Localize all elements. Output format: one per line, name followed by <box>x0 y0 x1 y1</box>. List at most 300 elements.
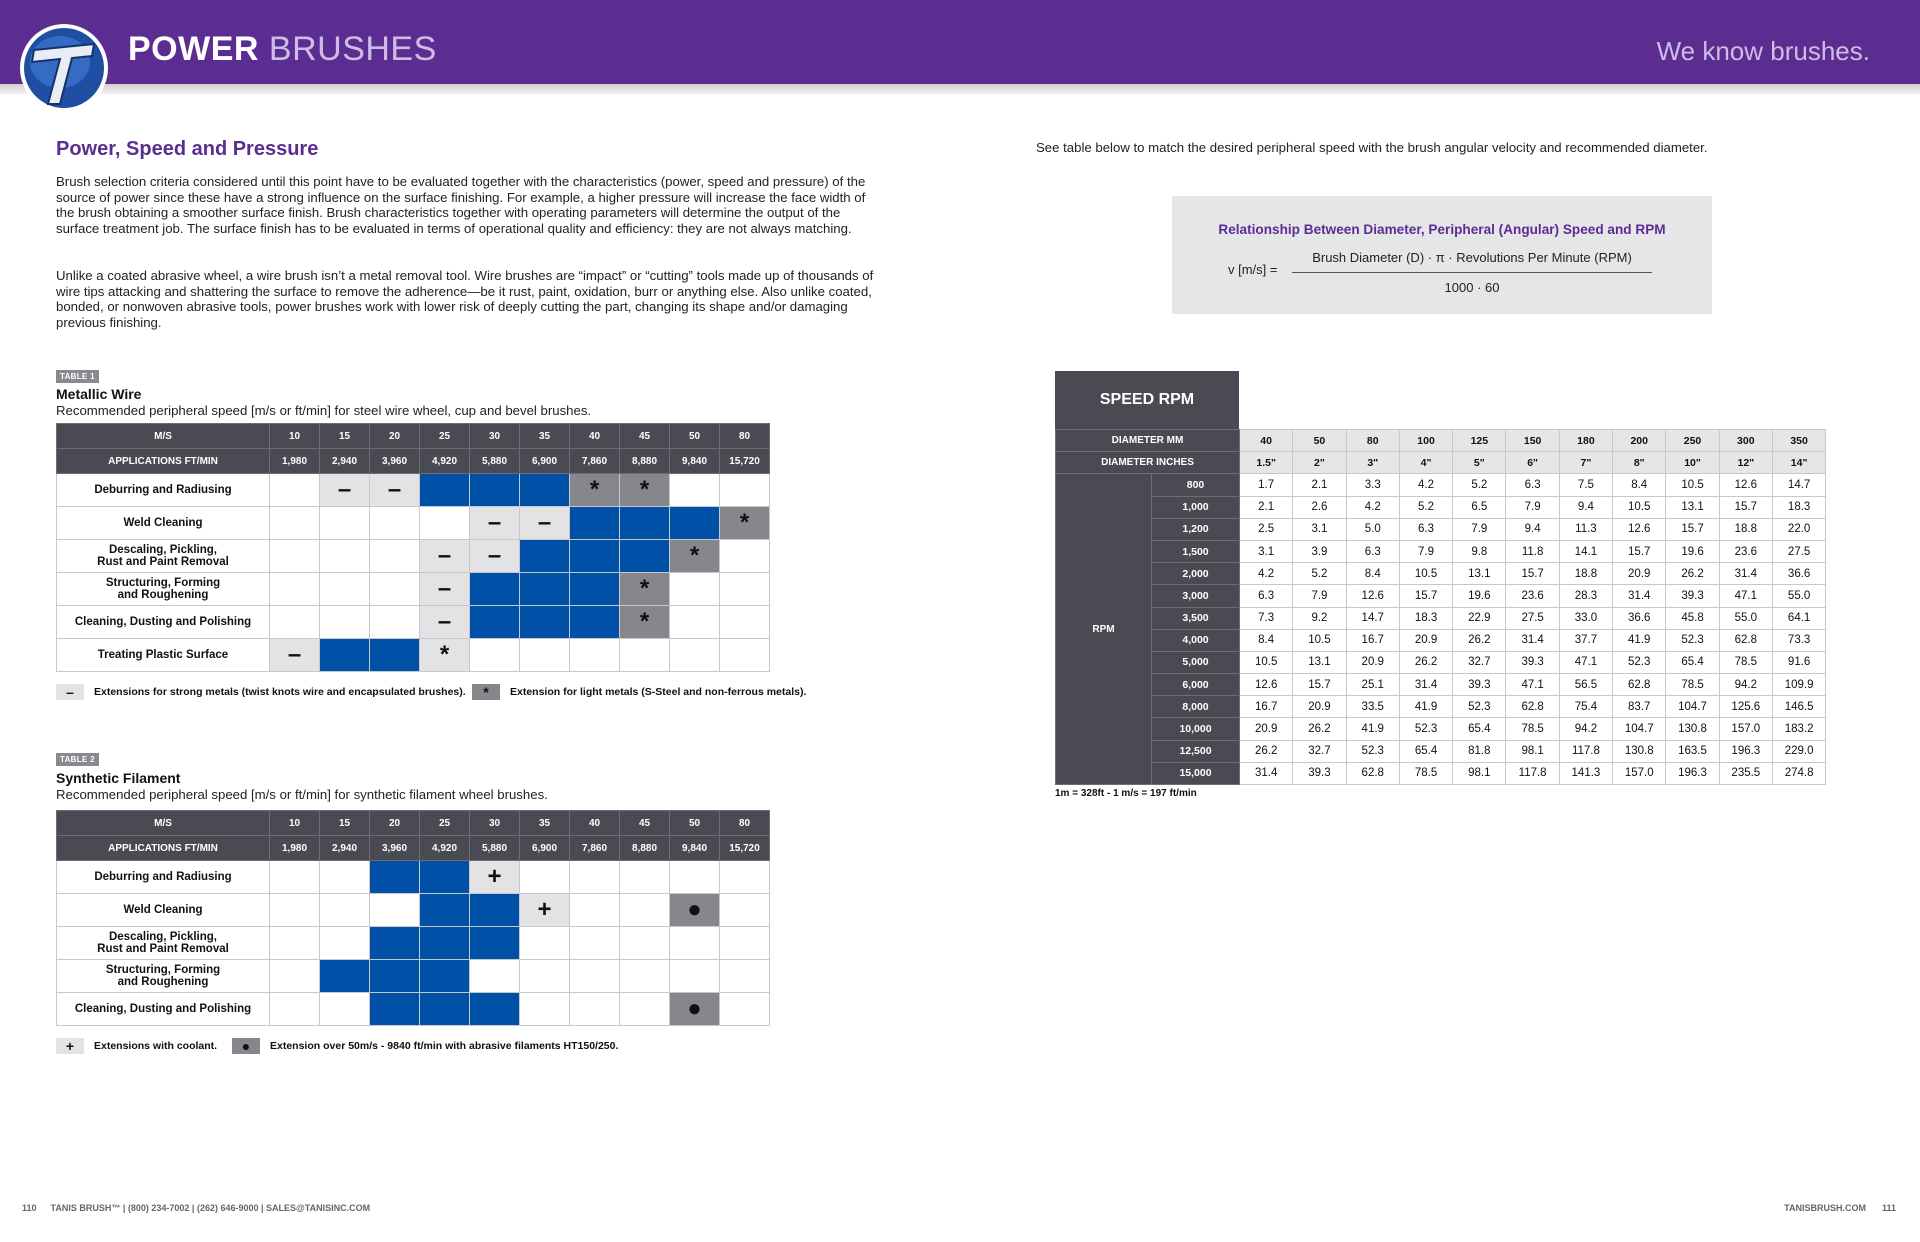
cell-symbol: – <box>487 542 502 569</box>
speed-value: 2.5 <box>1240 518 1293 540</box>
speed-value: 10.5 <box>1666 474 1719 496</box>
diameter-mm-value: 200 <box>1613 430 1666 452</box>
empty-cell <box>270 993 320 1026</box>
table2-name: Synthetic Filament <box>56 770 181 786</box>
footer-left <box>22 1203 370 1213</box>
recommended-cell <box>670 507 720 540</box>
empty-cell <box>520 927 570 960</box>
speed-value: 14.7 <box>1772 474 1825 496</box>
speed-value: 9.4 <box>1506 518 1559 540</box>
speed-value: 6.3 <box>1240 585 1293 607</box>
speed-value: 26.2 <box>1399 651 1452 673</box>
header-row-ftmin <box>57 449 770 474</box>
rpm-row <box>1056 651 1826 673</box>
speed-value: 62.8 <box>1613 674 1666 696</box>
recommended-cell <box>520 540 570 573</box>
speed-value: 65.4 <box>1666 651 1719 673</box>
ftmin-value: 5,880 <box>470 836 520 861</box>
speed-value: 98.1 <box>1453 762 1506 784</box>
ftmin-value: 8,880 <box>620 449 670 474</box>
ftmin-value: 8,880 <box>620 836 670 861</box>
speed-value: 19.6 <box>1666 540 1719 562</box>
ms-value: 50 <box>670 811 720 836</box>
speed-value: 4.2 <box>1399 474 1452 496</box>
empty-cell <box>320 993 370 1026</box>
empty-cell <box>520 861 570 894</box>
extension-cell <box>470 861 520 894</box>
empty-cell <box>320 894 370 927</box>
empty-cell <box>470 960 520 993</box>
ms-label: M/S <box>57 811 270 836</box>
recommended-cell <box>420 960 470 993</box>
speed-value: 18.3 <box>1772 496 1825 518</box>
speed-value: 4.2 <box>1346 496 1399 518</box>
empty-cell <box>370 894 420 927</box>
recommended-cell <box>620 507 670 540</box>
recommended-cell <box>320 960 370 993</box>
application-label: Structuring, Forming and Roughening <box>57 573 270 606</box>
speed-value: 274.8 <box>1772 762 1825 784</box>
speed-value: 3.1 <box>1293 518 1346 540</box>
extension-cell <box>470 507 520 540</box>
rpm-value: 3,500 <box>1152 607 1240 629</box>
diameter-inches-value: 14" <box>1772 452 1825 474</box>
diameter-mm-value: 150 <box>1506 430 1559 452</box>
speed-value: 196.3 <box>1719 740 1772 762</box>
speed-value: 15.7 <box>1666 518 1719 540</box>
recommended-cell <box>420 894 470 927</box>
ftmin-value: 2,940 <box>320 449 370 474</box>
speed-value: 62.8 <box>1506 696 1559 718</box>
speed-value: 104.7 <box>1613 718 1666 740</box>
table1-name: Metallic Wire <box>56 386 142 402</box>
extension-cell <box>420 540 470 573</box>
diameter-inches-value: 8" <box>1613 452 1666 474</box>
speed-value: 183.2 <box>1772 718 1825 740</box>
speed-value: 15.7 <box>1293 674 1346 696</box>
application-label: Descaling, Pickling, Rust and Paint Removal <box>57 927 270 960</box>
speed-value: 2.1 <box>1293 474 1346 496</box>
speed-value: 5.2 <box>1453 474 1506 496</box>
speed-value: 141.3 <box>1559 762 1612 784</box>
paragraph-1: Brush selection criteria considered until this point have to be evaluated together with the characteristics (power, speed and pressure) of the source of power since these have a strong influence on the surface finishing. For example, a higher pressure will increase the face width of the brush obtaining a smoother surface finish. Brush characteristics together with operating parameters will determine the output of the surface treatment job. The surface finish has to be evaluated in terms of operational quality and efficiency: they are not always matching. <box>56 174 866 236</box>
empty-cell <box>270 894 320 927</box>
recommended-cell <box>570 573 620 606</box>
extension-cell <box>420 573 470 606</box>
empty-cell <box>270 927 320 960</box>
empty-cell <box>720 927 770 960</box>
empty-cell <box>320 606 370 639</box>
formula-title: Relationship Between Diameter, Peripheral (Angular) Speed and RPM <box>1218 222 1666 237</box>
header-row-ms <box>57 424 770 449</box>
speed-value: 14.7 <box>1346 607 1399 629</box>
speed-value: 55.0 <box>1772 585 1825 607</box>
rpm-value: 10,000 <box>1152 718 1240 740</box>
speed-value: 27.5 <box>1772 540 1825 562</box>
ms-value: 35 <box>520 811 570 836</box>
speed-value: 235.5 <box>1719 762 1772 784</box>
speed-value: 9.8 <box>1453 540 1506 562</box>
empty-cell <box>320 861 370 894</box>
speed-value: 7.3 <box>1240 607 1293 629</box>
legend-star-swatch: * <box>472 684 500 700</box>
speed-value: 117.8 <box>1559 740 1612 762</box>
speed-value: 47.1 <box>1559 651 1612 673</box>
speed-value: 20.9 <box>1613 563 1666 585</box>
speed-value: 52.3 <box>1399 718 1452 740</box>
speed-value: 196.3 <box>1666 762 1719 784</box>
table-row <box>57 960 770 993</box>
rpm-row <box>1056 474 1826 496</box>
rpm-row <box>1056 518 1826 540</box>
speed-value: 81.8 <box>1453 740 1506 762</box>
recommended-cell <box>570 540 620 573</box>
ms-value: 10 <box>270 424 320 449</box>
recommended-cell <box>420 474 470 507</box>
metallic-wire-table <box>56 423 770 672</box>
recommended-cell <box>320 639 370 672</box>
cell-symbol: * <box>589 476 600 503</box>
recommended-cell <box>470 474 520 507</box>
rpm-row <box>1056 696 1826 718</box>
table1-description: Recommended peripheral speed [m/s or ft/min] for steel wire wheel, cup and bevel brushes. <box>56 403 592 418</box>
speed-value: 6.3 <box>1346 540 1399 562</box>
ms-value: 40 <box>570 811 620 836</box>
diameter-inches-value: 5" <box>1453 452 1506 474</box>
cell-symbol: * <box>439 641 450 668</box>
speed-value: 31.4 <box>1506 629 1559 651</box>
speed-value: 5.0 <box>1346 518 1399 540</box>
cell-symbol: + <box>487 863 502 890</box>
speed-value: 163.5 <box>1666 740 1719 762</box>
recommended-cell <box>520 606 570 639</box>
rpm-row <box>1056 718 1826 740</box>
speed-value: 16.7 <box>1240 696 1293 718</box>
table-row <box>57 861 770 894</box>
rpm-row <box>1056 629 1826 651</box>
rpm-row <box>1056 496 1826 518</box>
ftmin-value: 15,720 <box>720 836 770 861</box>
empty-cell <box>270 474 320 507</box>
table-row <box>57 927 770 960</box>
empty-cell <box>720 540 770 573</box>
speed-value: 33.5 <box>1346 696 1399 718</box>
table2-tag: TABLE 2 <box>56 753 99 766</box>
speed-value: 22.9 <box>1453 607 1506 629</box>
speed-value: 55.0 <box>1719 607 1772 629</box>
empty-cell <box>570 861 620 894</box>
ms-value: 15 <box>320 811 370 836</box>
speed-value: 11.8 <box>1506 540 1559 562</box>
empty-cell <box>670 861 720 894</box>
title-light: BRUSHES <box>268 30 437 68</box>
rpm-value: 1,000 <box>1152 496 1240 518</box>
speed-value: 12.6 <box>1346 585 1399 607</box>
speed-value: 2.1 <box>1240 496 1293 518</box>
speed-value: 23.6 <box>1506 585 1559 607</box>
cell-symbol: – <box>487 509 502 536</box>
speed-value: 98.1 <box>1506 740 1559 762</box>
speed-value: 27.5 <box>1506 607 1559 629</box>
extension-cell <box>620 573 670 606</box>
speed-value: 130.8 <box>1613 740 1666 762</box>
cell-symbol: ● <box>687 896 702 923</box>
recommended-cell <box>420 861 470 894</box>
diameter-mm-value: 100 <box>1399 430 1452 452</box>
empty-cell <box>720 861 770 894</box>
empty-cell <box>670 474 720 507</box>
page-number-left: 110 <box>22 1203 37 1213</box>
page-number-right: 111 <box>1881 1203 1896 1213</box>
rpm-value: 15,000 <box>1152 762 1240 784</box>
empty-cell <box>720 474 770 507</box>
speed-value: 12.6 <box>1719 474 1772 496</box>
speed-value: 41.9 <box>1399 696 1452 718</box>
formula-denominator: 1000 · 60 <box>1444 280 1500 295</box>
speed-value: 18.8 <box>1559 563 1612 585</box>
speed-value: 20.9 <box>1293 696 1346 718</box>
speed-value: 10.5 <box>1240 651 1293 673</box>
ftmin-value: 6,900 <box>520 836 570 861</box>
speed-value: 65.4 <box>1453 718 1506 740</box>
speed-value: 36.6 <box>1772 563 1825 585</box>
extension-cell <box>470 540 520 573</box>
empty-cell <box>370 606 420 639</box>
empty-cell <box>520 993 570 1026</box>
application-label: Cleaning, Dusting and Polishing <box>57 993 270 1026</box>
speed-value: 14.1 <box>1559 540 1612 562</box>
extension-cell <box>720 507 770 540</box>
speed-value: 13.1 <box>1293 651 1346 673</box>
application-label: Cleaning, Dusting and Polishing <box>57 606 270 639</box>
diameter-mm-value: 80 <box>1346 430 1399 452</box>
table2-legend-coolant <box>56 1038 217 1054</box>
empty-cell <box>620 861 670 894</box>
empty-cell <box>570 960 620 993</box>
recommended-cell <box>520 573 570 606</box>
rpm-row <box>1056 762 1826 784</box>
speed-value: 83.7 <box>1613 696 1666 718</box>
speed-value: 3.1 <box>1240 540 1293 562</box>
recommended-cell <box>420 927 470 960</box>
diameter-mm-value: 50 <box>1293 430 1346 452</box>
speed-value: 20.9 <box>1399 629 1452 651</box>
ftmin-label: APPLICATIONS FT/MIN <box>57 836 270 861</box>
speed-value: 7.9 <box>1506 496 1559 518</box>
speed-value: 62.8 <box>1719 629 1772 651</box>
speed-value: 36.6 <box>1613 607 1666 629</box>
ftmin-value: 7,860 <box>570 836 620 861</box>
empty-cell <box>370 540 420 573</box>
speed-value: 52.3 <box>1346 740 1399 762</box>
empty-cell <box>720 606 770 639</box>
cell-symbol: – <box>437 575 452 602</box>
ftmin-value: 4,920 <box>420 836 470 861</box>
empty-cell <box>570 993 620 1026</box>
empty-cell <box>720 573 770 606</box>
diameter-mm-value: 250 <box>1666 430 1719 452</box>
recommended-cell <box>470 894 520 927</box>
diameter-inches-value: 4" <box>1399 452 1452 474</box>
empty-cell <box>570 639 620 672</box>
speed-value: 1.7 <box>1240 474 1293 496</box>
ms-value: 20 <box>370 424 420 449</box>
speed-value: 52.3 <box>1613 651 1666 673</box>
legend-text: Extension for light metals (S-Steel and non-ferrous metals). <box>510 686 807 698</box>
empty-cell <box>270 960 320 993</box>
header-row-ftmin <box>57 836 770 861</box>
speed-value: 4.2 <box>1240 563 1293 585</box>
table1-legend-light-metals <box>472 684 806 700</box>
speed-value: 47.1 <box>1506 674 1559 696</box>
diameter-mm-value: 300 <box>1719 430 1772 452</box>
ms-value: 10 <box>270 811 320 836</box>
empty-cell <box>320 540 370 573</box>
speed-value: 41.9 <box>1613 629 1666 651</box>
ftmin-value: 3,960 <box>370 836 420 861</box>
speed-value: 64.1 <box>1772 607 1825 629</box>
rpm-value: 12,500 <box>1152 740 1240 762</box>
diameter-mm-value: 350 <box>1772 430 1825 452</box>
speed-value: 20.9 <box>1346 651 1399 673</box>
speed-value: 78.5 <box>1506 718 1559 740</box>
speed-value: 11.3 <box>1559 518 1612 540</box>
empty-cell <box>320 927 370 960</box>
table1-tag: TABLE 1 <box>56 370 99 383</box>
speed-value: 45.8 <box>1666 607 1719 629</box>
recommended-cell <box>570 606 620 639</box>
formula-box <box>1172 196 1712 314</box>
ms-value: 45 <box>620 424 670 449</box>
ftmin-value: 7,860 <box>570 449 620 474</box>
speed-value: 3.3 <box>1346 474 1399 496</box>
empty-cell <box>620 927 670 960</box>
empty-cell <box>320 507 370 540</box>
speed-value: 39.3 <box>1293 762 1346 784</box>
speed-value: 9.2 <box>1293 607 1346 629</box>
synthetic-filament-table <box>56 810 770 1026</box>
speed-value: 78.5 <box>1399 762 1452 784</box>
speed-value: 20.9 <box>1240 718 1293 740</box>
paragraph-2: Unlike a coated abrasive wheel, a wire brush isn’t a metal removal tool. Wire brushes are “impact” or “cutting” tools made up of thousands of wire tips attacking and shattering the surface to remove the adherence—be it rust, paint, oxidation, burr or anything else. Also unlike coated, bonded, or nonwoven abrasive tools, power brushes work with lower risk of deeply cutting the part, changing its shape and/or damaging previous finishing. <box>56 268 874 330</box>
speed-value: 104.7 <box>1666 696 1719 718</box>
speed-value: 94.2 <box>1559 718 1612 740</box>
extension-cell <box>670 993 720 1026</box>
extension-cell <box>670 540 720 573</box>
speed-value: 5.2 <box>1399 496 1452 518</box>
speed-rpm-table <box>1055 429 1826 785</box>
speed-value: 109.9 <box>1772 674 1825 696</box>
speed-value: 94.2 <box>1719 674 1772 696</box>
recommended-cell <box>370 960 420 993</box>
rpm-value: 2,000 <box>1152 563 1240 585</box>
empty-cell <box>520 960 570 993</box>
speed-value: 2.6 <box>1293 496 1346 518</box>
cell-symbol: – <box>537 509 552 536</box>
cell-symbol: – <box>337 476 352 503</box>
formula-lhs: v [m/s] = <box>1228 262 1278 277</box>
speed-value: 12.6 <box>1240 674 1293 696</box>
empty-cell <box>270 507 320 540</box>
ms-value: 15 <box>320 424 370 449</box>
empty-cell <box>670 960 720 993</box>
diameter-mm-value: 40 <box>1240 430 1293 452</box>
speed-value: 28.3 <box>1559 585 1612 607</box>
diameter-mm-label: DIAMETER MM <box>1056 430 1240 452</box>
cell-symbol: * <box>639 608 650 635</box>
rpm-row <box>1056 563 1826 585</box>
footer-website: TANISBRUSH.COM <box>1784 1203 1866 1213</box>
speed-value: 15.7 <box>1506 563 1559 585</box>
recommended-cell <box>370 927 420 960</box>
speed-value: 39.3 <box>1453 674 1506 696</box>
extension-cell <box>420 639 470 672</box>
recommended-cell <box>470 606 520 639</box>
diameter-mm-row <box>1056 430 1826 452</box>
diameter-mm-value: 180 <box>1559 430 1612 452</box>
speed-value: 18.3 <box>1399 607 1452 629</box>
extension-cell <box>620 474 670 507</box>
speed-value: 26.2 <box>1293 718 1346 740</box>
recommended-cell <box>470 927 520 960</box>
ms-value: 80 <box>720 424 770 449</box>
speed-value: 10.5 <box>1399 563 1452 585</box>
rpm-row <box>1056 607 1826 629</box>
speed-value: 25.1 <box>1346 674 1399 696</box>
rpm-intro-text: See table below to match the desired peripheral speed with the brush angular velocity and recommended diameter. <box>1036 140 1708 155</box>
speed-value: 41.9 <box>1346 718 1399 740</box>
speed-rpm-header: SPEED RPM <box>1055 371 1239 429</box>
extension-cell <box>520 507 570 540</box>
table1-legend-strong-metals <box>56 684 466 700</box>
recommended-cell <box>570 507 620 540</box>
speed-value: 157.0 <box>1613 762 1666 784</box>
recommended-cell <box>420 993 470 1026</box>
recommended-cell <box>370 861 420 894</box>
speed-value: 7.9 <box>1399 540 1452 562</box>
speed-value: 31.4 <box>1719 563 1772 585</box>
table2-legend-abrasive <box>232 1038 618 1054</box>
empty-cell <box>720 894 770 927</box>
title-bold: POWER <box>128 30 259 68</box>
diameter-inches-value: 12" <box>1719 452 1772 474</box>
speed-value: 157.0 <box>1719 718 1772 740</box>
table-row <box>57 993 770 1026</box>
diameter-inches-value: 6" <box>1506 452 1559 474</box>
cell-symbol: – <box>287 641 302 668</box>
speed-value: 26.2 <box>1240 740 1293 762</box>
ftmin-value: 3,960 <box>370 449 420 474</box>
application-label: Deburring and Radiusing <box>57 474 270 507</box>
cell-symbol: + <box>537 896 552 923</box>
ms-value: 40 <box>570 424 620 449</box>
diameter-inches-value: 2" <box>1293 452 1346 474</box>
speed-value: 37.7 <box>1559 629 1612 651</box>
empty-cell <box>270 573 320 606</box>
diameter-mm-value: 125 <box>1453 430 1506 452</box>
speed-value: 6.3 <box>1506 474 1559 496</box>
empty-cell <box>670 573 720 606</box>
footer-right <box>1784 1203 1896 1213</box>
rpm-value: 8,000 <box>1152 696 1240 718</box>
speed-value: 26.2 <box>1666 563 1719 585</box>
rpm-row <box>1056 740 1826 762</box>
speed-value: 31.4 <box>1613 585 1666 607</box>
empty-cell <box>720 639 770 672</box>
speed-value: 117.8 <box>1506 762 1559 784</box>
ms-value: 80 <box>720 811 770 836</box>
speed-value: 56.5 <box>1559 674 1612 696</box>
